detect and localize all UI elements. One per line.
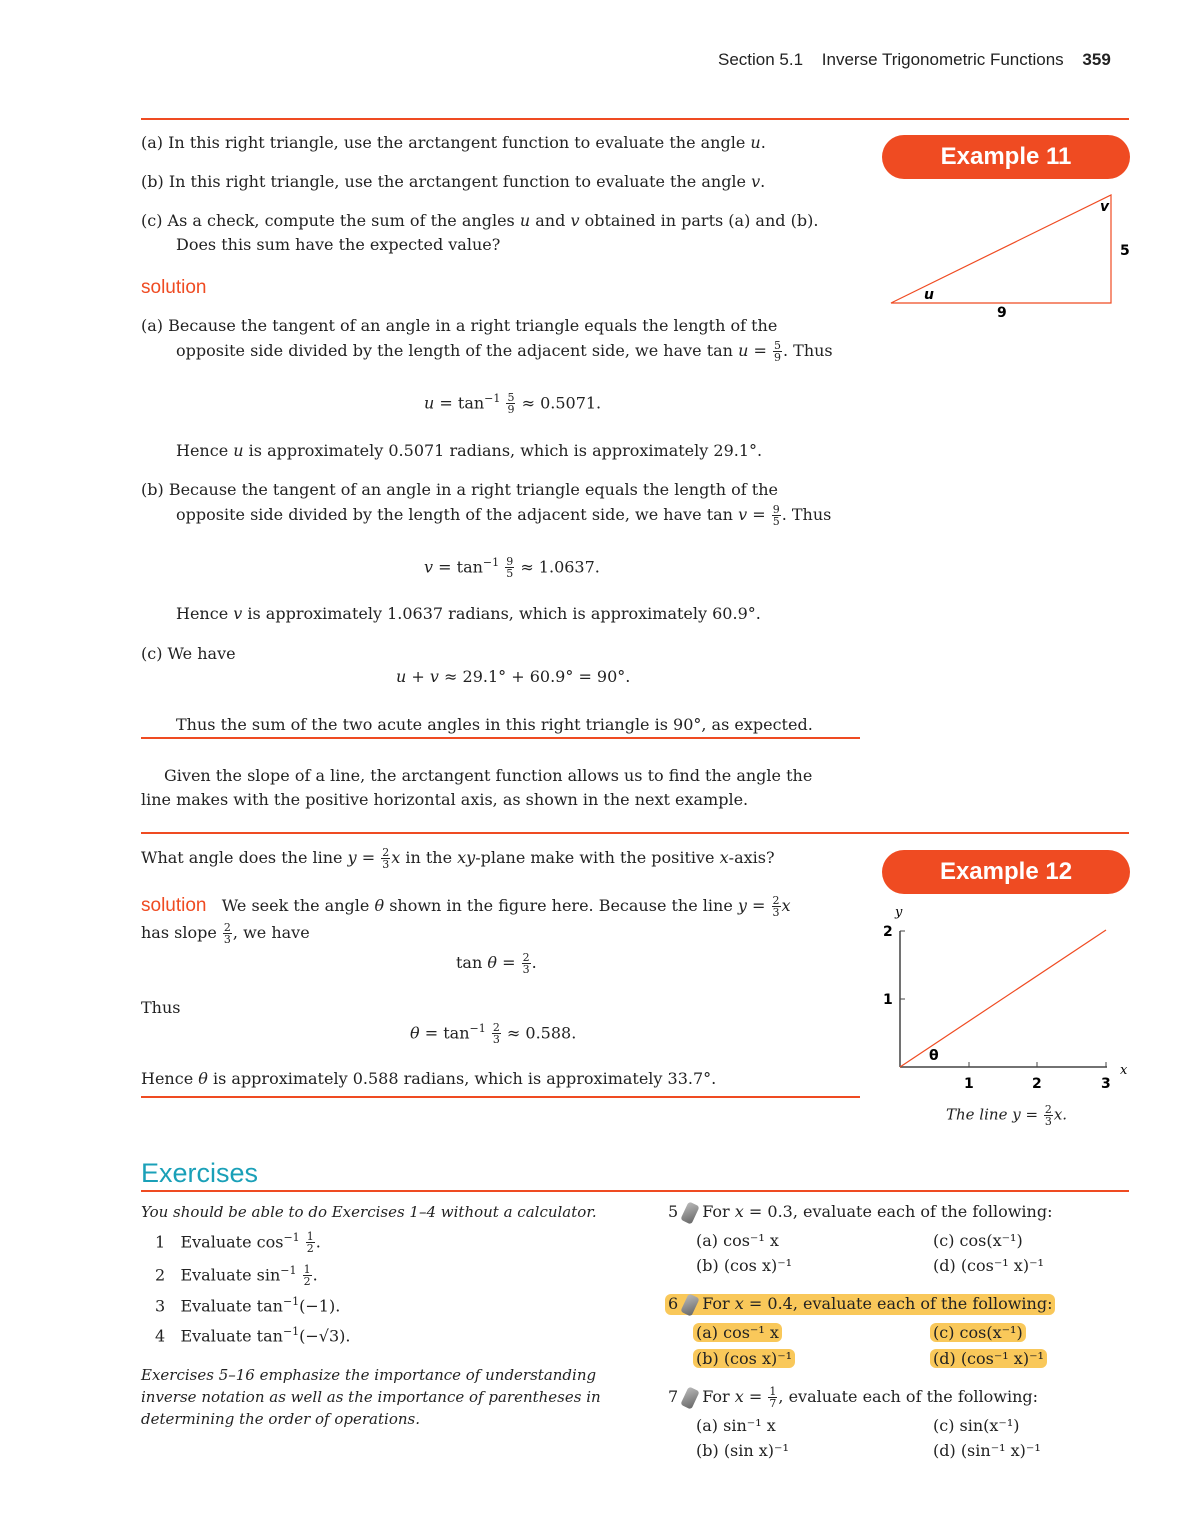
exercises-note: You should be able to do Exercises 1–4 without a calculator. (141, 1203, 597, 1221)
solution-c: (c) We have (141, 644, 236, 663)
example-11-badge: Example 11 (882, 135, 1130, 179)
exercises-note-2-line3: determining the order of operations. (141, 1410, 420, 1428)
x-axis-label: x (1120, 1063, 1128, 1078)
exercises-heading: Exercises (141, 1158, 259, 1188)
exercise-6a: (a) cos⁻¹ x (693, 1323, 782, 1342)
x-tick-label: 1 (964, 1076, 974, 1092)
running-header (718, 50, 1111, 70)
slope-line: has slope $\frac{2}{3}$ , we have (141, 921, 310, 946)
question-c-cont: Does this sum have the expected value? (176, 235, 501, 254)
exercise-7d: (d) (sin⁻¹ x)⁻¹ (933, 1441, 1041, 1460)
exercise-6c: (c) cos(x⁻¹) (930, 1323, 1026, 1342)
exercise-7: 7 For x = $\frac{1}{7}$ , evaluate each of the following: (668, 1385, 1039, 1410)
equation-u: $u = \tan^{-1}$ $\frac{5}{9}$ ≈ 0.5071. (424, 391, 602, 417)
exercise-6d: (d) (cos⁻¹ x)⁻¹ (930, 1349, 1047, 1368)
section-label: Section 5.1 (718, 50, 804, 69)
equation-theta: $\theta = \tan^{-1}$ $\frac{2}{3}$ ≈ 0.588. (410, 1021, 577, 1047)
exercise-1: 1 Evaluate $\cos^{-1}$ $\frac{1}{2}$ . (155, 1230, 321, 1256)
chapter-title: Inverse Trigonometric Functions (821, 50, 1064, 69)
equation-v: $v = \tan^{-1}$ $\frac{9}{5}$ ≈ 1.0637. (424, 555, 600, 581)
exercise-4: 4 Evaluate $\tan^{-1}(-√3)$. (155, 1325, 351, 1346)
x-tick-label: 3 (1101, 1076, 1111, 1092)
exercise-3: 3 Evaluate $\tan^{-1}(-1)$. (155, 1295, 341, 1316)
calculator-icon (681, 1386, 700, 1409)
exercise-2: 2 Evaluate $\sin^{-1}$ $\frac{1}{2}$ . (155, 1263, 318, 1289)
conclusion: Thus the sum of the two acute angles in this right triangle is 90°, as expected. (176, 715, 813, 734)
exercise-7a: (a) sin⁻¹ x (696, 1416, 776, 1435)
exercises-note-2-line1: Exercises 5–16 emphasize the importance of understanding (141, 1366, 597, 1384)
exercise-5d: (d) (cos⁻¹ x)⁻¹ (933, 1256, 1044, 1275)
example-12-solution: solution We seek the angle θ shown in the figure here. Because the line y = $\frac{2}{3}$ x (141, 894, 791, 919)
divider (141, 1096, 860, 1098)
exercise-5: 5 For x = 0.3, evaluate each of the following: (668, 1202, 1052, 1223)
example-12-badge: Example 12 (882, 850, 1130, 894)
calculator-icon (681, 1293, 700, 1316)
hence-theta: Hence θ is approximately 0.588 radians, which is approximately 33.7°. (141, 1069, 717, 1088)
exercise-5c: (c) cos(x⁻¹) (933, 1231, 1023, 1250)
thus-label: Thus (141, 998, 181, 1017)
label-side-9: 9 (997, 305, 1007, 321)
theta-label: θ (929, 1048, 939, 1064)
page-number: 359 (1082, 50, 1111, 69)
label-u: u (924, 287, 934, 303)
y-tick-label: 1 (883, 992, 893, 1008)
line-y-2-3-x (900, 930, 1106, 1067)
exercise-7b: (b) (sin x)⁻¹ (696, 1441, 789, 1460)
example-12-question: What angle does the line y = $\frac{2}{3}$ x in the xy-plane make with the positive x-axis? (141, 846, 775, 871)
exercises-note-2-line2: inverse notation as well as the importance of parentheses in (141, 1388, 601, 1406)
calculator-icon (681, 1201, 700, 1224)
right-triangle-figure (880, 185, 1140, 325)
exercise-6b: (b) (cos x)⁻¹ (693, 1349, 795, 1368)
solution-a-line2: opposite side divided by the length of the adjacent side, we have tan u = $\frac{5}{9}$ . Thus (176, 339, 833, 364)
equation-sum: u + v ≈ 29.1° + 60.9° = 90°. (396, 667, 631, 686)
y-tick-label: 2 (883, 924, 893, 940)
exercise-5b: (b) (cos x)⁻¹ (696, 1256, 793, 1275)
label-v: v (1100, 199, 1110, 215)
solution-b-line2: opposite side divided by the length of the adjacent side, we have tan v = $\frac{9}{5}$ . Thus (176, 503, 832, 528)
solution-heading: solution (141, 277, 207, 298)
divider (141, 1190, 1129, 1192)
divider (141, 832, 1129, 834)
question-c: (c) As a check, compute the sum of the angles u and v obtained in parts (a) and (b). (141, 211, 819, 230)
question-a: (a) In this right triangle, use the arctangent function to evaluate the angle u. (141, 133, 766, 152)
y-axis-label: y (895, 905, 903, 920)
solution-a-line1: (a) Because the tangent of an angle in a right triangle equals the length of the (141, 316, 778, 335)
label-side-5: 5 (1120, 243, 1130, 259)
exercise-5a: (a) cos⁻¹ x (696, 1231, 779, 1250)
divider (141, 737, 860, 739)
hence-b: Hence v is approximately 1.0637 radians, which is approximately 60.9°. (176, 604, 761, 623)
exercise-6-highlighted: 6 For x = 0.4, evaluate each of the following: (665, 1294, 1055, 1315)
hence-a: Hence u is approximately 0.5071 radians, which is approximately 29.1°. (176, 441, 763, 460)
bridge-line2: line makes with the positive horizontal axis, as shown in the next example. (141, 790, 749, 809)
line-graph-figure (870, 900, 1140, 1100)
figure-caption: The line y = $\frac{2}{3}$ x. (946, 1103, 1068, 1128)
question-b: (b) In this right triangle, use the arctangent function to evaluate the angle v. (141, 172, 766, 191)
equation-tan-theta: tan θ = $\frac{2}{3}$ . (456, 951, 537, 976)
exercise-7c: (c) sin(x⁻¹) (933, 1416, 1020, 1435)
bridge-line1: Given the slope of a line, the arctangent function allows us to find the angle the (164, 766, 813, 785)
solution-b-line1: (b) Because the tangent of an angle in a right triangle equals the length of the (141, 480, 778, 499)
x-tick-label: 2 (1032, 1076, 1042, 1092)
divider (141, 118, 1129, 120)
